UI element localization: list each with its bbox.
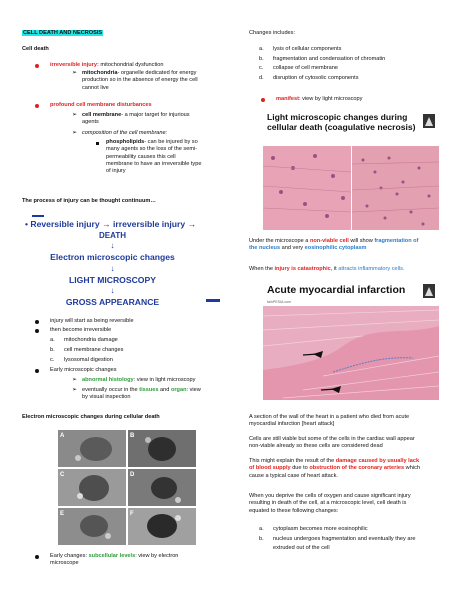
list-item: cell membrane changes: [64, 347, 124, 353]
abnormal-line: abnormal histology: view in light microscopy: [82, 377, 196, 383]
list-item: Early microscopic changes: [50, 367, 117, 373]
list-item: mitochondria damage: [64, 337, 118, 343]
myocardial-section-image: [263, 306, 439, 400]
flow-step-death: DEATH: [99, 231, 126, 240]
list-item: then become irreversible: [50, 327, 112, 333]
process-heading: The process of injury can be thought continuum…: [22, 198, 156, 204]
eventually-line: eventually occur in the tissues and organ: view by visual inspection: [82, 387, 201, 401]
bullet-icon: [35, 555, 39, 559]
bullet-icon: •: [25, 219, 31, 229]
arrow-bullet-icon: ➢: [72, 387, 78, 393]
arrow-bullet-icon: ➢: [72, 377, 78, 383]
cell-membrane-text: cell membrane- a major target for injurious agents: [82, 112, 190, 126]
lm-figure-title: Light microscopic changes during cellular death (coagulative necrosis): [267, 112, 416, 133]
electron-micrograph-image: [58, 430, 196, 545]
bullet-icon: [35, 320, 39, 324]
em-panel-label: F: [130, 511, 134, 517]
manifest-line: manifest: view by light microscopy: [276, 96, 363, 102]
bullet-icon: [35, 64, 39, 68]
deprive-text: When you deprive the cells of oxygen and cause significant injury resulting in death of the cell, at a microscopic level, cell death is equated to these following changes:: [249, 493, 411, 514]
profound-label: profound cell membrane disturbances: [50, 102, 152, 108]
section-text: A section of the wall of the heart in a patient who died from acute myocardial infarction [heart attack]: [249, 414, 410, 428]
ami-figure: [263, 280, 439, 400]
histology-image: [263, 146, 439, 230]
flow-step-reversible: • Reversible injury → irreversible injury →: [25, 219, 197, 229]
irreversible-line: irreversible injury: mitochondrial dysfunction: [50, 62, 164, 68]
square-bullet-icon: [96, 142, 99, 145]
list-item: injury will start as being reversible: [50, 318, 134, 324]
bullet-icon: [261, 98, 265, 102]
ami-figure-title: Acute myocardial infarction: [267, 284, 406, 296]
page-title: CELL DEATH AND NECROSIS: [23, 30, 103, 36]
changes-list: a. lysis of cellular components b. fragmentation and condensation of chromatin c. collapse of cell membrane d. disruption of cytosolic components: [259, 46, 386, 81]
em-panel-label: E: [60, 511, 65, 517]
arrow-bullet-icon: ➢: [72, 130, 78, 136]
list-letter: a.: [50, 337, 55, 343]
flow-step-electron: Electron microscopic changes: [50, 252, 175, 262]
em-panel-label: D: [130, 472, 135, 478]
flow-arrow-icon: ↓: [110, 241, 115, 250]
arrow-bullet-icon: ➢: [72, 70, 78, 76]
explain-text: This might explain the result of the damage caused by usually lack of blood supply due to obstruction of the coronary arteries which cause a typical case of heart attack.: [249, 458, 420, 479]
slide-logo-icon: [423, 284, 435, 298]
flow-arrow-icon: ↓: [110, 286, 115, 295]
lm-figure: [263, 110, 439, 230]
bullet-icon: [35, 369, 39, 373]
final-list: a. cytoplasm becomes more eosinophilic b. nucleus undergoes fragmentation and eventually they are extruded out of the cell: [259, 526, 416, 551]
list-letter: b.: [50, 347, 55, 353]
bullet-icon: [35, 329, 39, 333]
em-image-grid: [58, 430, 196, 545]
em-heading: Electron microscopic changes during cellular death: [22, 414, 160, 420]
em-panel-label: B: [130, 433, 135, 439]
early-changes-text: Early changes: subcellular levels: view by electron microscope: [50, 553, 179, 567]
em-panel-label: C: [60, 472, 65, 478]
list-letter: c.: [50, 357, 55, 363]
decor-line: [32, 215, 44, 217]
phospholipids-text: phospholipids- can be injured by so many agents so the loss of the semi- permeability causes this cell membrane to have an irreversible type of injury: [106, 139, 202, 175]
ami-source: fainPESIA.com: [267, 300, 292, 304]
arrow-bullet-icon: ➢: [72, 112, 78, 118]
em-panel-label: A: [60, 433, 65, 439]
catastrophic-text: When the injury is catastrophic, it attracts inflammatory cells.: [249, 266, 405, 272]
changes-heading: Changes includes:: [249, 30, 296, 36]
slide-logo-icon: [423, 114, 435, 128]
bullet-icon: [35, 104, 39, 108]
decor-line: [206, 299, 220, 302]
flow-arrow-icon: ↓: [110, 264, 115, 273]
flow-step-light: LIGHT MICROSCOPY: [69, 275, 156, 285]
cell-death-heading: Cell death: [22, 46, 49, 52]
viable-text: Cells are still viable but some of the cells in the cardiac wall appear non-viable already so these cells are considered dead: [249, 436, 415, 450]
under-microscope-text: Under the microscope a non-viable cell will show fragmentation of the nucleus and very eosinophilic cytoplasm: [249, 238, 419, 252]
mito-text: mitochondria- organelle dedicated for energy production so in the absence of energy the cell cannot live: [82, 70, 198, 91]
flow-step-gross: GROSS APPEARANCE: [65, 297, 160, 307]
composition-label: composition of the cell membrane:: [82, 130, 168, 136]
list-item: lysosomal digestion: [64, 357, 113, 363]
